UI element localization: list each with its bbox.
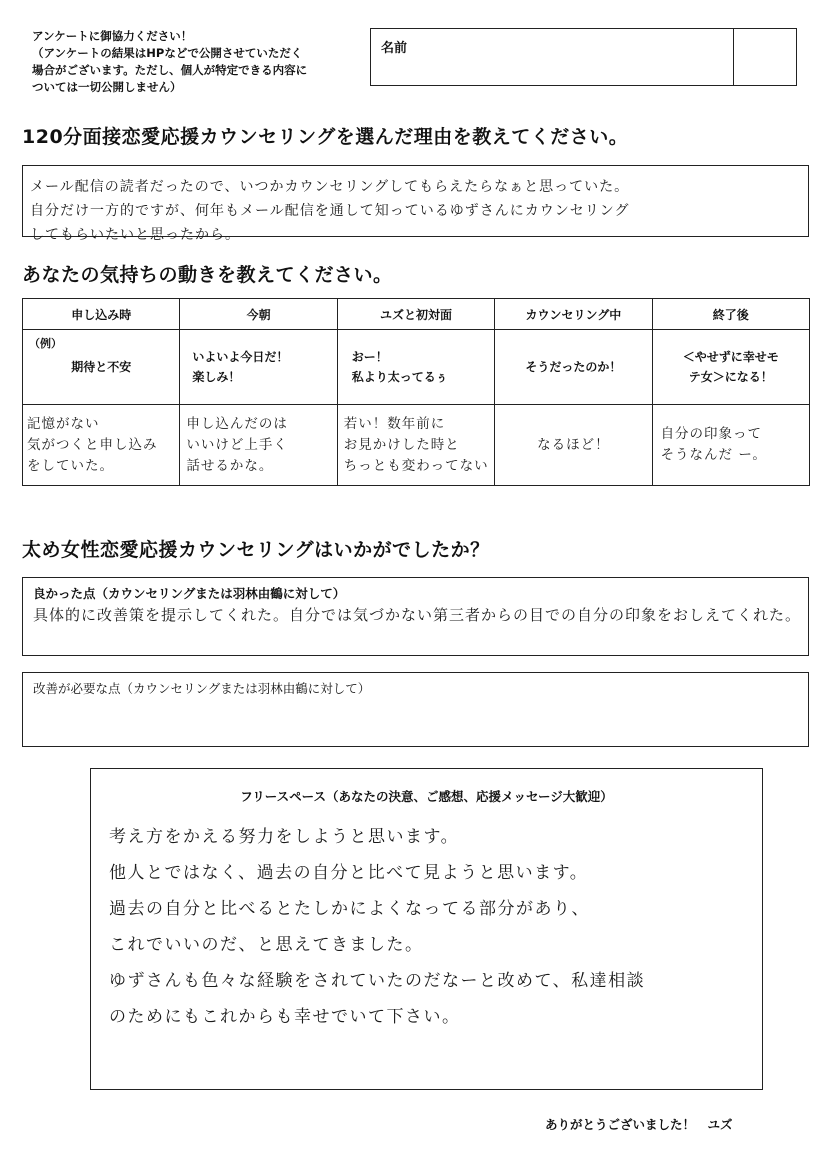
answer-cell[interactable]: 若い！数年前に お見かけした時と ちっとも変わってない — [337, 405, 494, 486]
feelings-header-row — [23, 299, 810, 330]
column-header: 今朝 — [180, 299, 337, 330]
column-header: 終了後 — [652, 299, 809, 330]
feelings-table — [22, 298, 810, 486]
free-space-line: のためにもこれからも幸せでいて下さい。 — [109, 1007, 461, 1027]
example-row — [23, 330, 810, 405]
name-box[interactable] — [370, 28, 797, 86]
free-space-title: フリースペース（あなたの決意、ご感想、応援メッセージ大歓迎） — [240, 789, 613, 804]
answer-cell[interactable]: 自分の印象って そうなんだ ー。 — [652, 405, 809, 486]
survey-notice — [32, 28, 362, 96]
free-space-box[interactable] — [90, 768, 763, 1090]
free-space-line: ゆずさんも色々な経験をされていたのだなーと改めて、私達相談 — [109, 971, 646, 991]
notice-line: 場合がございます。ただし、個人が特定できる内容に — [32, 63, 308, 77]
reason-answer-line: 自分だけ一方的ですが、何年もメール配信を通して知っているゆずさんにカウンセリング — [30, 203, 630, 219]
good-points-label: 良かった点（カウンセリングまたは羽林由鶴に対して） — [33, 586, 346, 601]
column-header: カウンセリング中 — [495, 299, 652, 330]
answer-cell[interactable]: 記憶がない 気がつくと申し込み をしていた。 — [23, 405, 180, 486]
example-cell: おー！ 私より太ってるぅ — [337, 330, 494, 405]
answer-cell[interactable]: 申し込んだのは いいけど上手く 話せるかな。 — [180, 405, 337, 486]
column-header: 申し込み時 — [23, 299, 180, 330]
free-space-line: 他人とではなく、過去の自分と比べて見ようと思います。 — [109, 863, 589, 883]
good-points-answer: 具体的に改善策を提示してくれた。自分では気づかない第三者からの目での自分の印象をおしえてくれた。 — [33, 606, 802, 624]
answer-cell[interactable]: なるほど！ — [495, 405, 652, 486]
example-label: （例） — [29, 337, 62, 350]
reason-answer-line: メール配信の読者だったので、いつかカウンセリングしてもらえたらなぁと思っていた。 — [30, 179, 630, 195]
free-space-line: 考え方をかえる努力をしようと思います。 — [109, 827, 460, 847]
question-counseling-title: 太め女性恋愛応援カウンセリングはいかがでしたか？ — [22, 539, 490, 561]
question-reason-title: 120分面接恋愛応援カウンセリングを選んだ理由を教えてください。 — [22, 126, 629, 148]
example-cell: ＜やせずに幸せモ テ女＞になる！ — [652, 330, 809, 405]
answer-row — [23, 405, 810, 486]
notice-line: ついては一切公開しません） — [32, 80, 182, 94]
good-points-box[interactable] — [22, 577, 809, 656]
free-space-text — [109, 819, 759, 1035]
thanks-footer: ありがとうございました！ ユズ — [545, 1117, 733, 1132]
column-header: ユズと初対面 — [337, 299, 494, 330]
reason-answer — [30, 175, 810, 247]
notice-line: （アンケートの結果はHPなどで公開させていただく — [32, 46, 303, 60]
free-space-line: これでいいのだ、と思えてきました。 — [109, 935, 424, 955]
example-cell: いよいよ今日だ！ 楽しみ！ — [180, 330, 337, 405]
improvement-box[interactable] — [22, 672, 809, 747]
notice-line: アンケートに御協力ください！ — [32, 29, 193, 43]
question-feelings-title: あなたの気持ちの動きを教えてください。 — [22, 264, 393, 286]
example-text: 期待と不安 — [71, 360, 132, 374]
free-space-line: 過去の自分と比べるとたしかによくなってる部分があり、 — [109, 899, 590, 919]
name-box-divider — [733, 29, 734, 85]
improvement-label: 改善が必要な点（カウンセリングまたは羽林由鶴に対して） — [33, 681, 371, 696]
example-cell: そうだったのか！ — [495, 330, 652, 405]
name-label: 名前 — [381, 41, 408, 56]
reason-answer-line: してもらいたいと思ったから。 — [30, 227, 240, 243]
example-cell — [23, 330, 180, 405]
